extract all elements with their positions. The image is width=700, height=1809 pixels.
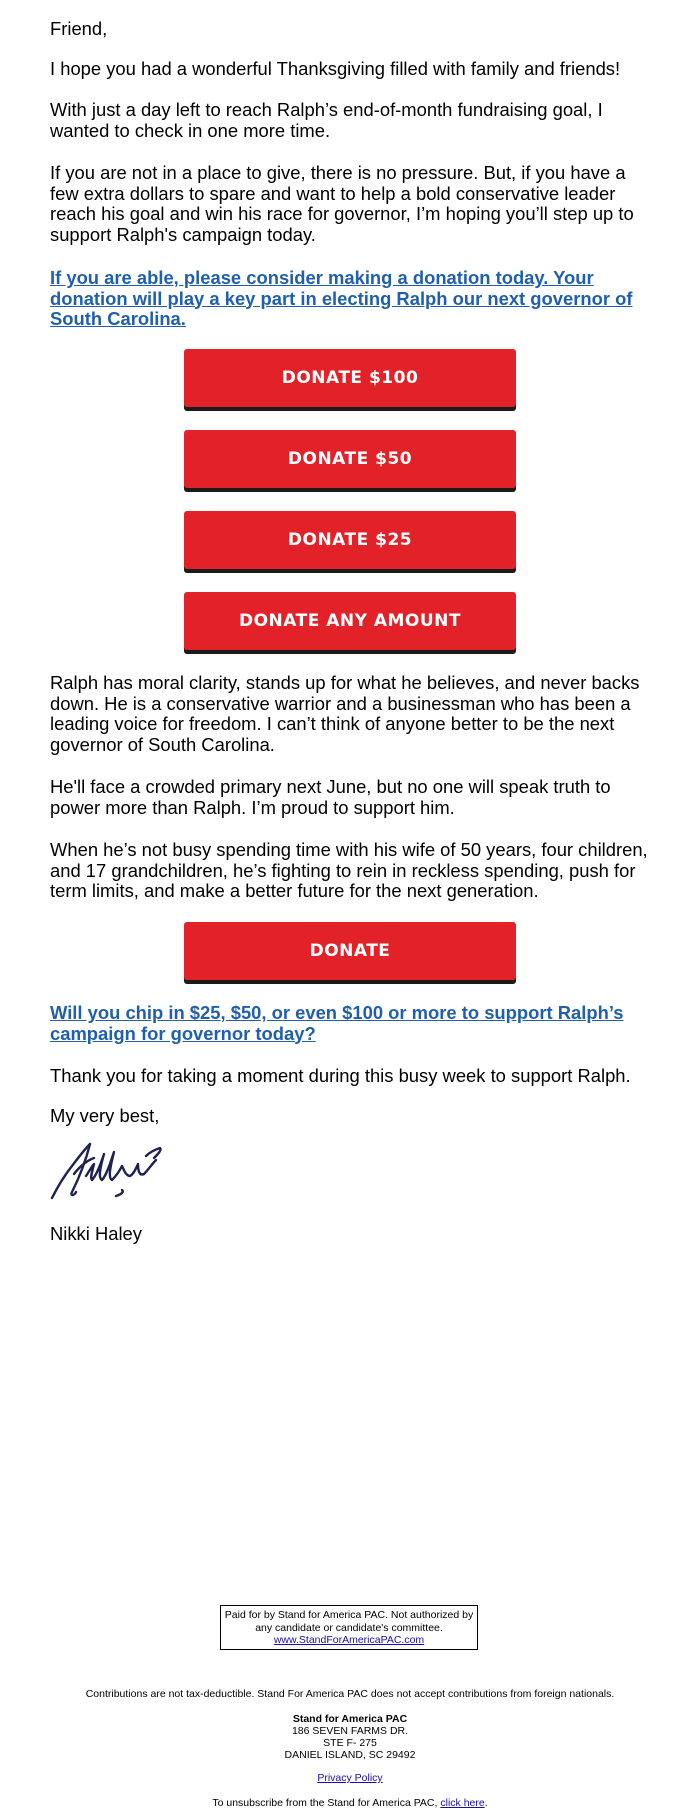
paragraph-thanksgiving: I hope you had a wonderful Thanksgiving filled with family and friends!: [50, 58, 621, 79]
privacy-policy-link[interactable]: Privacy Policy: [317, 1772, 383, 1784]
paid-for-text: Paid for by Stand for America PAC. Not authorized by any candidate or candidate's committee.: [224, 1609, 474, 1634]
unsubscribe-text: To unsubscribe from the Stand for America PAC,: [212, 1797, 438, 1809]
address-line-3: DANIEL ISLAND, SC 29492: [284, 1749, 416, 1761]
paragraph-thank-you: Thank you for taking a moment during this busy week to support Ralph.: [50, 1065, 631, 1086]
unsubscribe-link[interactable]: click here: [440, 1797, 485, 1809]
address-line-2: STE F- 275: [323, 1737, 377, 1749]
donate-100-button[interactable]: DONATE $100: [184, 349, 516, 407]
signature-icon: [50, 1136, 170, 1206]
unsubscribe-row: [0, 1797, 700, 1809]
paragraph-primary: He'll face a crowded primary next June, but no one will speak truth to power more than Ralph. I’m proud to support him.: [50, 776, 611, 818]
website-link[interactable]: www.StandForAmericaPAC.com: [273, 1634, 425, 1646]
disclaimer: Contributions are not tax-deductible. Stand For America PAC does not accept contributions from foreign nationals.: [85, 1688, 615, 1700]
org-name: Stand for America PAC: [292, 1713, 408, 1725]
donate-25-button[interactable]: DONATE $25: [184, 511, 516, 569]
donate-50-button[interactable]: DONATE $50: [184, 430, 516, 488]
unsubscribe-period: .: [484, 1797, 488, 1809]
donate-any-amount-button[interactable]: DONATE ANY AMOUNT: [184, 592, 516, 650]
paragraph-no-pressure: If you are not in a place to give, there is no pressure. But, if you have a few extra dollars to spare and want to help a bold conservative leader reach his goal and win his race for governor, I’m hoping you’ll step up to support Ralph's campaign today.: [50, 162, 634, 245]
paragraph-moral-clarity: Ralph has moral clarity, stands up for what he believes, and never backs down. He is a conservative warrior and a businessman who has been a leading voice for freedom. I can’t think of anyone better to be the next governor of South Carolina.: [50, 672, 640, 755]
chip-in-link[interactable]: Will you chip in $25, $50, or even $100 or more to support Ralph’s campaign for governor today?: [50, 1002, 624, 1044]
donate-button[interactable]: DONATE: [184, 922, 516, 980]
signer-name: Nikki Haley: [50, 1223, 142, 1245]
paragraph-goal: With just a day left to reach Ralph’s end-of-month fundraising goal, I wanted to check in one more time.: [50, 99, 603, 141]
paragraph-family: When he’s not busy spending time with his wife of 50 years, four children, and 17 grandchildren, he’s fighting to rein in reckless spending, push for term limits, and make a better future for the next generation.: [50, 839, 648, 901]
paid-for-box: [220, 1605, 478, 1650]
address-line-1: 186 SEVEN FARMS DR.: [291, 1725, 409, 1737]
donation-link[interactable]: If you are able, please consider making a donation today. Your donation will play a key part in electing Ralph our next governor of South Carolina.: [50, 267, 633, 329]
privacy-row: [0, 1772, 700, 1784]
closing: My very best,: [50, 1105, 160, 1126]
greeting: Friend,: [50, 18, 108, 39]
